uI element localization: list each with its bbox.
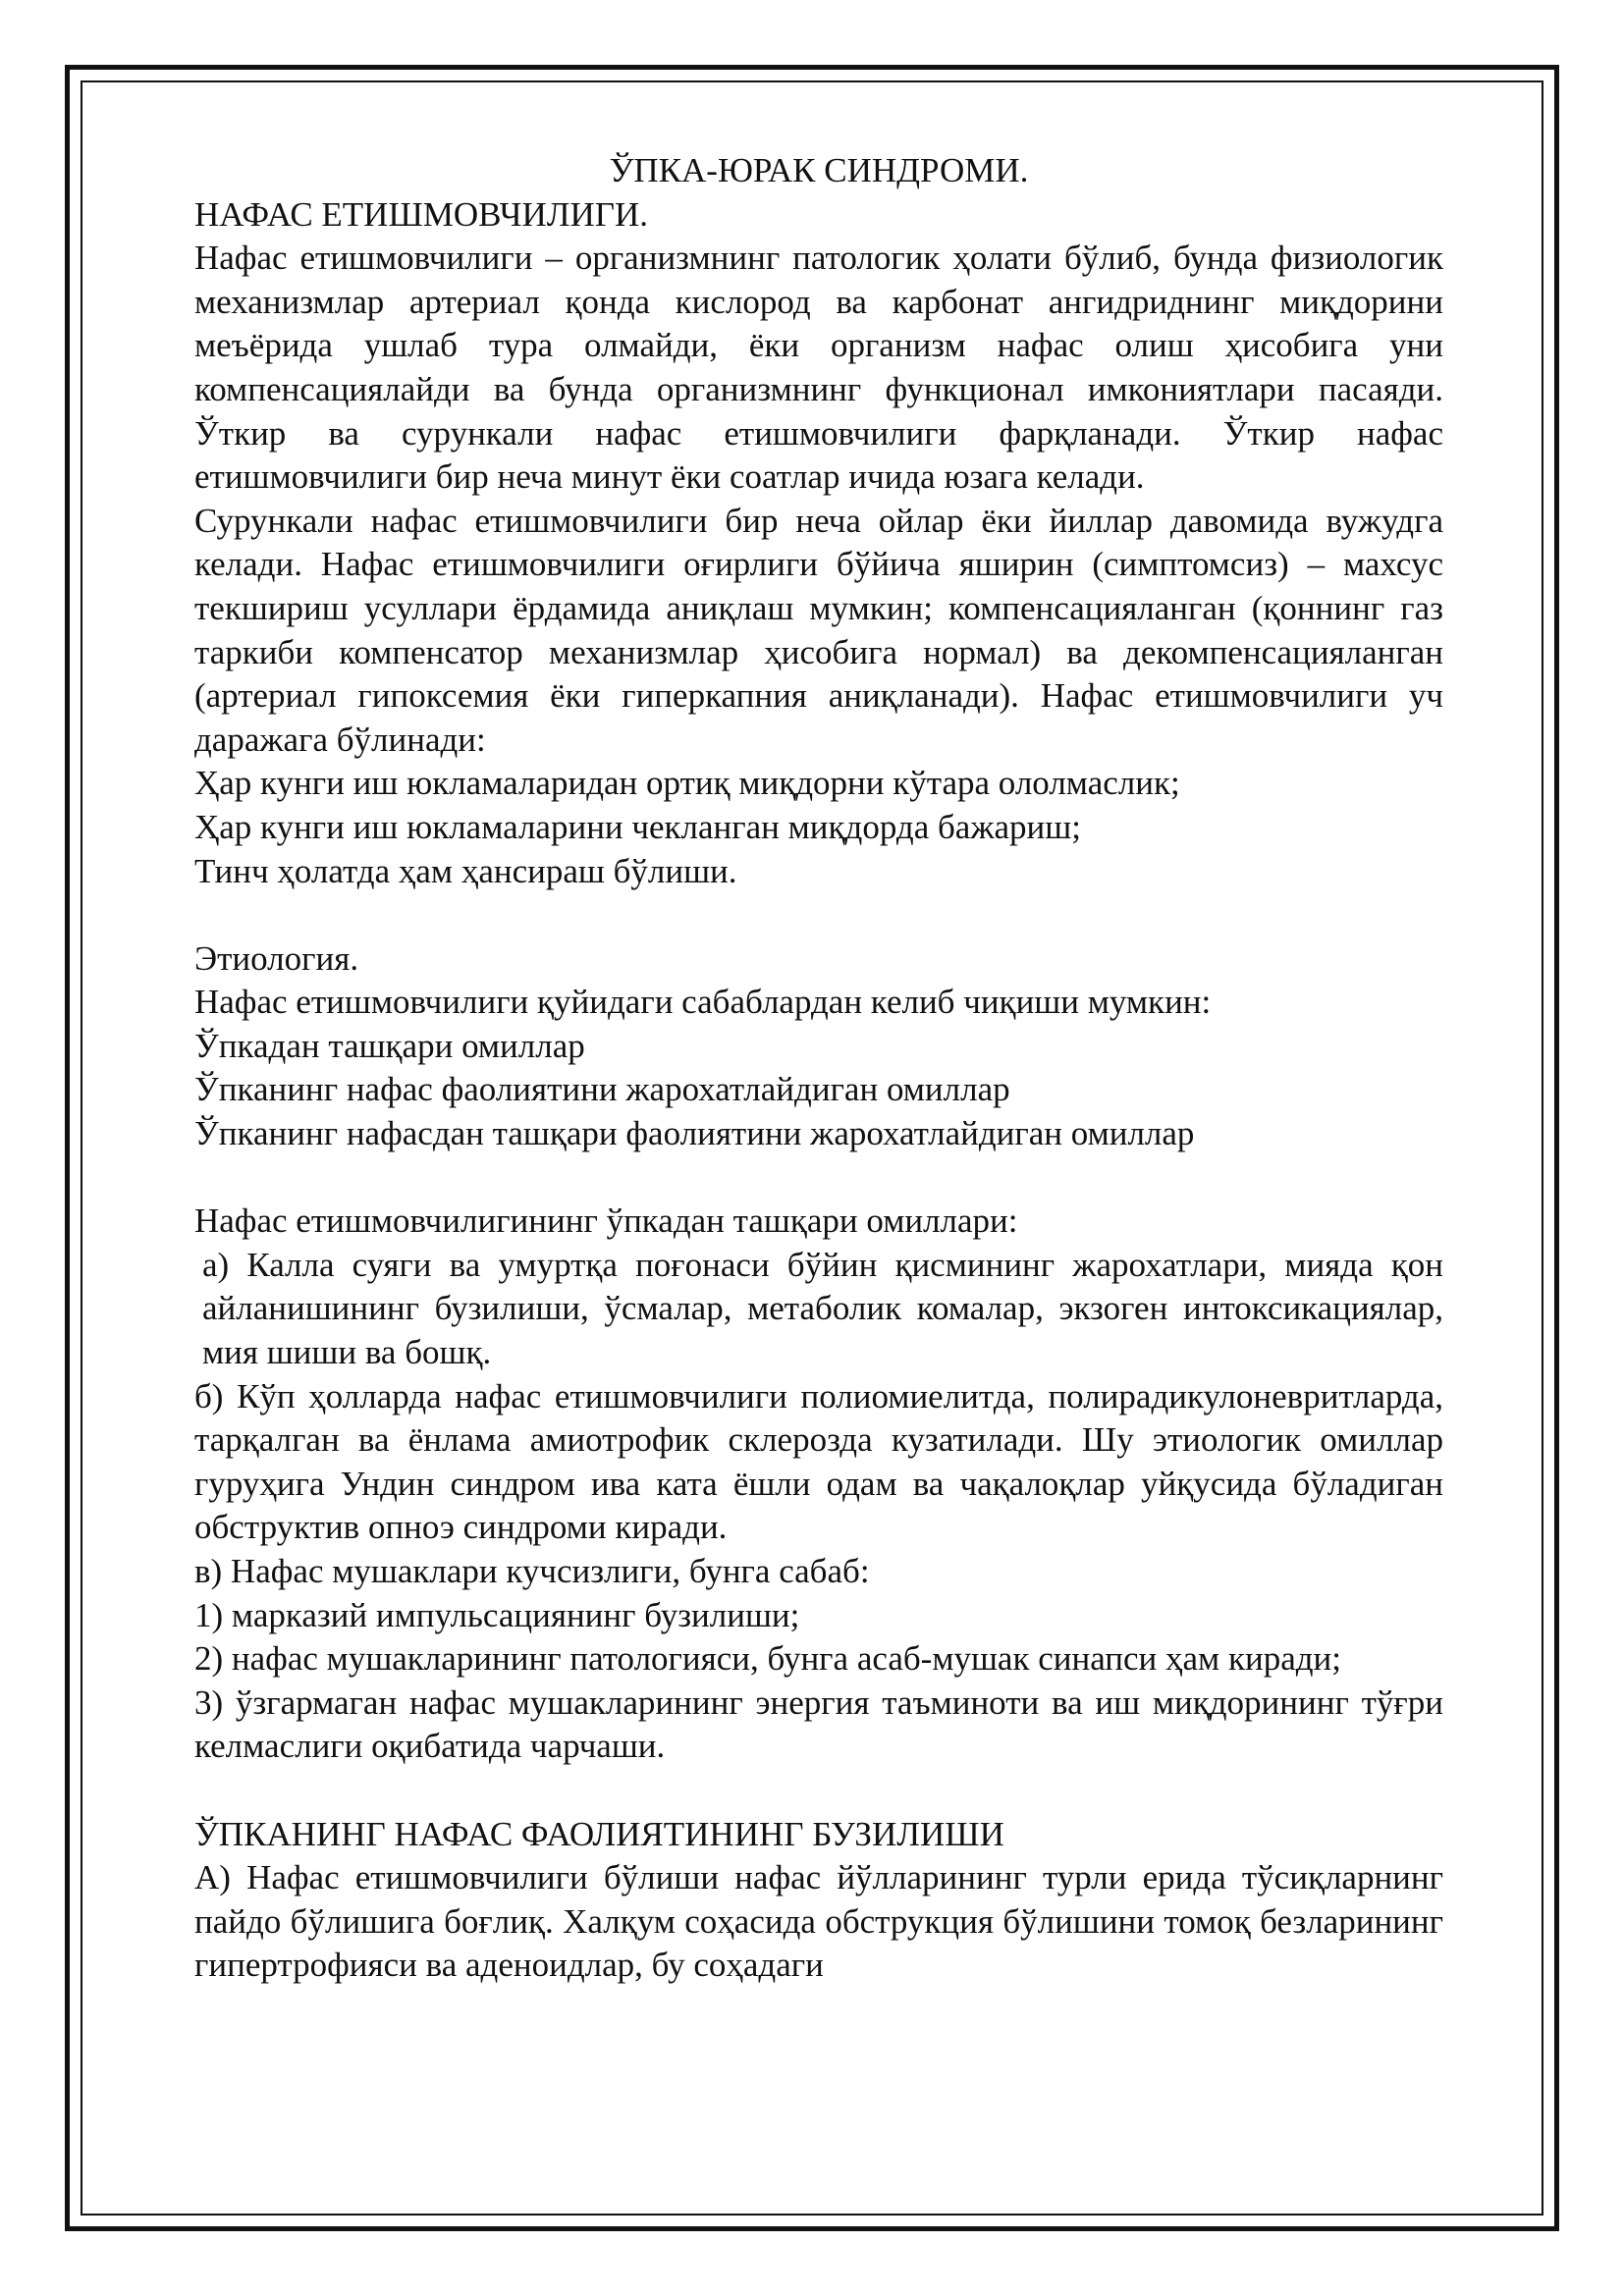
paragraph: А) Нафас етишмовчилиги бўлиши нафас йўлларининг турли ерида тўсиқларнинг пайдо бўлишига боғлиқ. Халқум соҳасида обструкция бўлишини томоқ безларининг гипертрофияси ва аденоидлар, бу соҳадаги <box>194 1858 1443 1985</box>
spacer <box>194 1156 1443 1201</box>
paragraph: Нафас етишмовчилиги – организмнинг патологик ҳолати бўлиб, бунда физиологик механизмлар артериал қонда кислород ва карбонат ангидриднинг миқдорини меъёрида ушлаб тура олмайди, ёки организм нафас олиш ҳисобига уни компенсациялайди ва бунда организмнинг функционал имкониятлари пасаяди. Ўткир ва сурункали нафас етишмовчилиги фарқланади. Ўткир нафас етишмовчилиги бир неча минут ёки соатлар ичида юзага келади. <box>194 239 1443 497</box>
list-item: 3) ўзгармаган нафас мушакларининг энергия таъминоти ва иш миқдорининг тўғри келмаслиги оқибатида чарчаши. <box>194 1682 1443 1766</box>
spacer <box>194 893 1443 937</box>
paragraph: Нафас етишмовчилиги қуйидаги сабаблардан келиб чиқиши мумкин: <box>194 983 1212 1022</box>
list-item: Тинч ҳолатда ҳам ҳансираш бўлиши. <box>194 851 737 890</box>
list-item: Ўпканинг нафасдан ташқари фаолиятини жарохатлайдиган омиллар <box>194 1114 1195 1153</box>
paragraph: а) Калла суяги ва умуртқа поғонаси бўйин қисмининг жарохатлари, мияда қон айланишининг бузилиши, ўсмалар, метаболик комалар, экзоген интоксикациялар, мия шиши ва бошқ. <box>202 1245 1443 1372</box>
paragraph: б) Кўп ҳолларда нафас етишмовчилиги полиомиелитда, полирадикулоневритларда, тарқалган ва ёнлама амиотрофик склерозда кузатилади. Шу этиологик омиллар гуруҳига Ундин синдром ива ката ёшли одам ва чақалоқлар уйқусида бўладиган обструктив опноэ синдроми киради. <box>194 1376 1443 1547</box>
spacer <box>194 1769 1443 1813</box>
list-item: Ҳар кунги иш юкламаларидан ортиқ миқдорни кўтара ололмаслик; <box>194 764 1180 803</box>
document-body <box>194 149 1443 1988</box>
list-item: 1) марказий импульсациянинг бузилиши; <box>194 1595 800 1634</box>
list-item: Ўпканинг нафас фаолиятини жарохатлайдиган омиллар <box>194 1070 1010 1109</box>
document-title: ЎПКА-ЮРАК СИНДРОМИ. <box>609 151 1029 189</box>
section-heading-respiratory-failure: НАФАС ЕТИШМОВЧИЛИГИ. <box>194 194 649 234</box>
paragraph: в) Нафас мушаклари кучсизлиги, бунга сабаб: <box>194 1552 870 1590</box>
list-item: Ўпкадан ташқари омиллар <box>194 1026 585 1065</box>
section-heading-etiology: Этиология. <box>194 938 359 978</box>
list-item: Ҳар кунги иш юкламаларини чекланган миқдорда бажариш; <box>194 807 1081 846</box>
section-heading-lung-function: ЎПКАНИНГ НАФАС ФАОЛИЯТИНИНГ БУЗИЛИШИ <box>194 1814 1004 1853</box>
list-item: 2) нафас мушакларининг патологияси, бунга асаб-мушак синапси ҳам киради; <box>194 1639 1341 1679</box>
paragraph: Сурункали нафас етишмовчилиги бир неча ойлар ёки йиллар давомида вужудга келади. Нафас етишмовчилиги оғирлиги бўйича яширин (симптомсиз) – махсус текшириш усуллари ёрдамида аниқлаш мумкин; компенсацияланган (қоннинг газ таркиби компенсатор механизмлар ҳисобига нормал) ва декомпенсацияланган (артериал гипоксемия ёки гиперкапния аниқланади). Нафас етишмовчилиги уч даражага бўлинади: <box>194 501 1443 759</box>
section-heading-extrapulmonary: Нафас етишмовчилигининг ўпкадан ташқари омиллари: <box>194 1201 1018 1241</box>
